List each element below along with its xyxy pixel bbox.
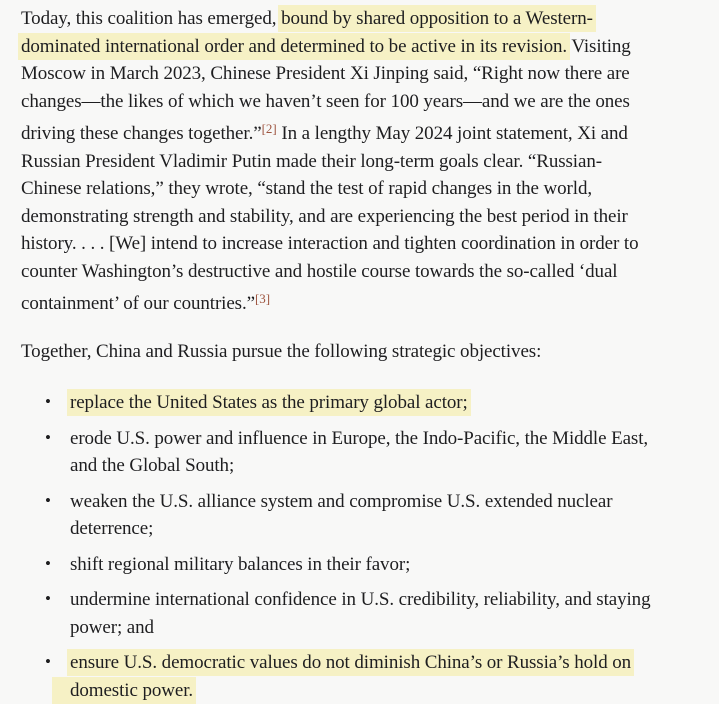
paragraph-coalition bbox=[21, 5, 719, 318]
text-segment: Together, China and Russia pursue the following strategic objectives: bbox=[21, 341, 541, 362]
text-segment: Visiting bbox=[567, 36, 631, 57]
text-line bbox=[70, 614, 719, 642]
text-segment: shift regional military balances in their favor; bbox=[70, 554, 410, 575]
list-item bbox=[21, 389, 719, 417]
text-line bbox=[21, 203, 719, 231]
bullet-text bbox=[70, 649, 719, 704]
highlighted-text: ensure U.S. democratic values do not diminish China’s or Russia’s hold on bbox=[70, 649, 631, 676]
bullet-text bbox=[70, 551, 719, 579]
list-item bbox=[21, 586, 719, 641]
bullet-icon: • bbox=[45, 388, 51, 416]
text-segment: undermine international confidence in U.S. credibility, reliability, and staying bbox=[70, 589, 650, 610]
bullet-text bbox=[70, 425, 719, 480]
objectives-list bbox=[21, 389, 719, 704]
footnote-link[interactable]: [3] bbox=[255, 291, 270, 306]
text-line bbox=[21, 115, 719, 148]
text-segment: history. . . . [We] intend to increase interaction and tighten coordination in order to bbox=[21, 233, 638, 254]
text-line bbox=[21, 258, 719, 286]
text-line bbox=[70, 551, 719, 579]
bullet-icon: • bbox=[45, 487, 51, 515]
footnote-link[interactable]: [2] bbox=[262, 121, 277, 136]
text-line bbox=[70, 677, 719, 704]
text-line bbox=[21, 33, 719, 61]
highlighted-text: domestic power. bbox=[52, 677, 193, 704]
text-line bbox=[70, 389, 719, 417]
list-item bbox=[21, 425, 719, 480]
bullet-text bbox=[70, 389, 719, 417]
text-segment: Moscow in March 2023, Chinese President Xi Jinping said, “Right now there are bbox=[21, 63, 630, 84]
text-segment: containment’ of our countries.” bbox=[21, 293, 255, 314]
text-segment: Russian President Vladimir Putin made their long-term goals clear. “Russian- bbox=[21, 151, 602, 172]
bullet-text bbox=[70, 586, 719, 641]
text-segment: and the Global South; bbox=[70, 455, 234, 476]
text-line bbox=[21, 60, 719, 88]
highlighted-text: dominated international order and determined to be active in its revision. bbox=[21, 33, 567, 60]
text-segment: driving these changes together.” bbox=[21, 123, 262, 144]
text-line bbox=[70, 452, 719, 480]
text-line bbox=[21, 175, 719, 203]
text-segment: weaken the U.S. alliance system and compromise U.S. extended nuclear bbox=[70, 491, 612, 512]
text-segment: changes—the likes of which we haven’t seen for 100 years—and we are the ones bbox=[21, 91, 630, 112]
text-line bbox=[21, 338, 719, 366]
text-line bbox=[21, 230, 719, 258]
text-line bbox=[21, 88, 719, 116]
text-line bbox=[21, 285, 719, 318]
bullet-icon: • bbox=[45, 585, 51, 613]
text-segment: erode U.S. power and influence in Europe, the Indo-Pacific, the Middle East, bbox=[70, 428, 648, 449]
text-segment: power; and bbox=[70, 617, 154, 638]
list-item bbox=[21, 488, 719, 543]
bullet-icon: • bbox=[45, 648, 51, 676]
list-item bbox=[21, 649, 719, 704]
highlighted-text: bound by shared opposition to a Western- bbox=[281, 5, 593, 32]
text-segment: counter Washington’s destructive and hostile course towards the so-called ‘dual bbox=[21, 261, 617, 282]
text-segment: In a lengthy May 2024 joint statement, Xi and bbox=[277, 123, 628, 144]
text-segment: Today, this coalition has emerged, bbox=[21, 8, 281, 29]
text-line bbox=[70, 425, 719, 453]
text-line bbox=[21, 148, 719, 176]
text-segment: Chinese relations,” they wrote, “stand the test of rapid changes in the world, bbox=[21, 178, 592, 199]
text-line bbox=[21, 5, 719, 33]
highlighted-text: replace the United States as the primary global actor; bbox=[70, 389, 468, 416]
text-line bbox=[70, 649, 719, 677]
text-line bbox=[70, 586, 719, 614]
paragraph-objectives-intro bbox=[21, 338, 719, 366]
text-line bbox=[70, 488, 719, 516]
text-segment: deterrence; bbox=[70, 518, 153, 539]
text-line bbox=[70, 515, 719, 543]
bullet-icon: • bbox=[45, 550, 51, 578]
bullet-text bbox=[70, 488, 719, 543]
text-segment: demonstrating strength and stability, and are experiencing the best period in their bbox=[21, 206, 628, 227]
bullet-icon: • bbox=[45, 424, 51, 452]
list-item bbox=[21, 551, 719, 579]
